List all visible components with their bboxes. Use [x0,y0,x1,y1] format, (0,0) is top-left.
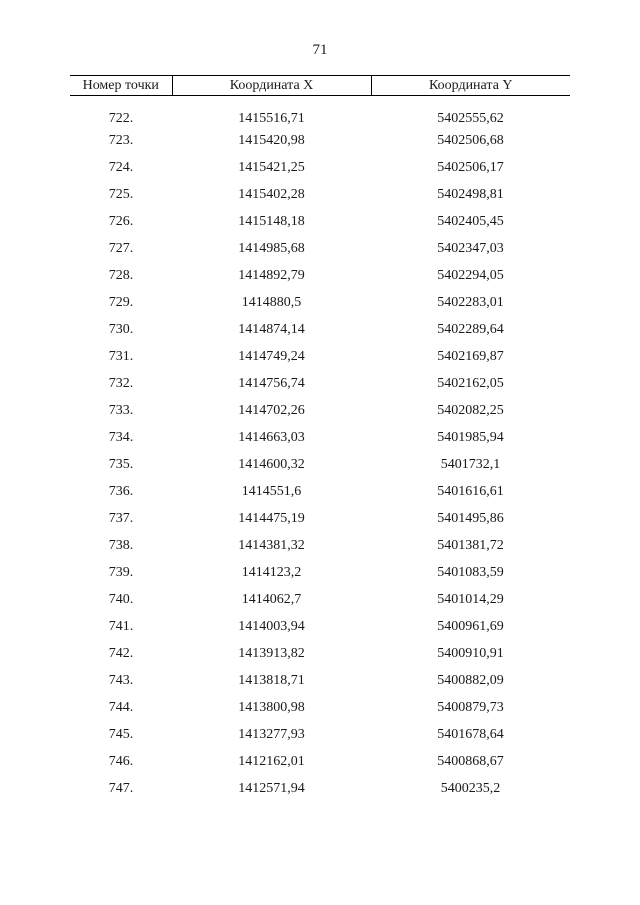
table-row [70,478,570,505]
cell-coordinate-x: 1413818,71 [238,672,305,688]
cell-point-number: 730. [108,321,134,337]
cell-point-number: 732. [108,375,134,391]
table-row [70,235,570,262]
cell-point-number: 722. [108,111,134,126]
table-row [70,154,570,181]
cell-coordinate-y: 5402498,81 [437,186,504,202]
cell-coordinate-y: 5402347,03 [437,240,504,256]
cell-coordinate-x: 1414123,2 [241,564,302,580]
table-row [70,775,570,802]
cell-point-number: 725. [108,186,134,202]
cell-coordinate-y: 5402506,68 [437,132,504,148]
cell-point-number: 735. [108,456,134,472]
table-row [70,640,570,667]
page-number: 71 [312,42,328,58]
cell-point-number: 740. [108,591,134,607]
cell-coordinate-x: 1414892,79 [238,267,305,283]
cell-coordinate-y: 5400910,91 [437,645,504,661]
cell-point-number: 741. [108,618,134,634]
table-body [70,96,570,803]
cell-point-number: 728. [108,267,134,283]
cell-coordinate-y: 5402289,64 [437,321,504,337]
cell-coordinate-y: 5400961,69 [437,618,504,634]
table-row [70,667,570,694]
cell-coordinate-x: 1414551,6 [241,483,302,499]
cell-coordinate-x: 1413913,82 [238,645,305,661]
cell-coordinate-y: 5401678,64 [437,726,504,742]
cell-coordinate-x: 1414381,32 [238,537,305,553]
cell-point-number: 724. [108,159,134,175]
cell-coordinate-x: 1415148,18 [238,213,305,229]
cell-coordinate-y: 5401495,86 [437,510,504,526]
table-row [70,424,570,451]
header-coordinate-y: Координата Y [371,76,570,96]
table-row [70,289,570,316]
cell-coordinate-y: 5402169,87 [437,348,504,364]
cell-point-number: 738. [108,537,134,553]
cell-coordinate-y: 5402294,05 [437,267,504,283]
cell-point-number: 734. [108,429,134,445]
cell-point-number: 743. [108,672,134,688]
cell-coordinate-y: 5400882,09 [437,672,504,688]
table-row [70,127,570,154]
cell-point-number: 746. [108,753,134,769]
table-row [70,451,570,478]
cell-coordinate-y: 5402082,25 [437,402,504,418]
cell-coordinate-y: 5402162,05 [437,375,504,391]
cell-coordinate-x: 1414880,5 [241,294,302,310]
cell-coordinate-x: 1414874,14 [238,321,305,337]
cell-coordinate-x: 1412571,94 [238,780,305,796]
cell-point-number: 747. [108,780,134,796]
cell-coordinate-x: 1415420,98 [238,132,305,148]
table-row [70,505,570,532]
cell-coordinate-y: 5400879,73 [437,699,504,715]
cell-coordinate-y: 5401381,72 [437,537,504,553]
table-row [70,748,570,775]
header-point-number: Номер точки [70,76,172,96]
cell-coordinate-y: 5402283,01 [437,294,504,310]
header-coordinate-x: Координата X [172,76,371,96]
cell-coordinate-x: 1414062,7 [241,591,302,607]
cell-coordinate-x: 1415516,71 [238,111,305,126]
cell-coordinate-x: 1414985,68 [238,240,305,256]
cell-coordinate-x: 1415421,25 [238,159,305,175]
table-row [70,262,570,289]
cell-coordinate-y: 5401083,59 [437,564,504,580]
table-row [70,208,570,235]
cell-coordinate-y: 5401985,94 [437,429,504,445]
cell-coordinate-x: 1413277,93 [238,726,305,742]
cell-coordinate-x: 1414663,03 [238,429,305,445]
table-row [70,316,570,343]
cell-coordinate-x: 1414600,32 [238,456,305,472]
coordinates-table [70,75,570,802]
cell-point-number: 729. [108,294,134,310]
table-row [70,370,570,397]
table-row [70,343,570,370]
cell-coordinate-y: 5400235,2 [440,780,501,796]
cell-point-number: 736. [108,483,134,499]
header-row [70,76,570,96]
cell-coordinate-x: 1415402,28 [238,186,305,202]
cell-point-number: 745. [108,726,134,742]
cell-point-number: 739. [108,564,134,580]
cell-point-number: 737. [108,510,134,526]
table-row [70,559,570,586]
cell-coordinate-y: 5402405,45 [437,213,504,229]
cell-point-number: 727. [108,240,134,256]
cell-coordinate-x: 1413800,98 [238,699,305,715]
table-row [70,397,570,424]
cell-coordinate-x: 1414003,94 [238,618,305,634]
cell-coordinate-y: 5400868,67 [437,753,504,769]
cell-coordinate-x: 1414749,24 [238,348,305,364]
cell-coordinate-x: 1412162,01 [238,753,305,769]
cell-coordinate-y: 5401014,29 [437,591,504,607]
cell-coordinate-x: 1414475,19 [238,510,305,526]
cell-point-number: 726. [108,213,134,229]
cell-point-number: 744. [108,699,134,715]
table-row [70,721,570,748]
cell-coordinate-y: 5402506,17 [437,159,504,175]
table-row [70,96,570,128]
cell-coordinate-x: 1414702,26 [238,402,305,418]
table-row [70,613,570,640]
cell-coordinate-y: 5401616,61 [437,483,504,499]
cell-point-number: 731. [108,348,134,364]
cell-coordinate-y: 5402555,62 [437,111,504,126]
table-row [70,694,570,721]
table-row [70,181,570,208]
table-header [70,76,570,96]
cell-coordinate-y: 5401732,1 [440,456,501,472]
table-row [70,586,570,613]
cell-coordinate-x: 1414756,74 [238,375,305,391]
cell-point-number: 723. [108,132,134,148]
cell-point-number: 733. [108,402,134,418]
table-row [70,532,570,559]
cell-point-number: 742. [108,645,134,661]
